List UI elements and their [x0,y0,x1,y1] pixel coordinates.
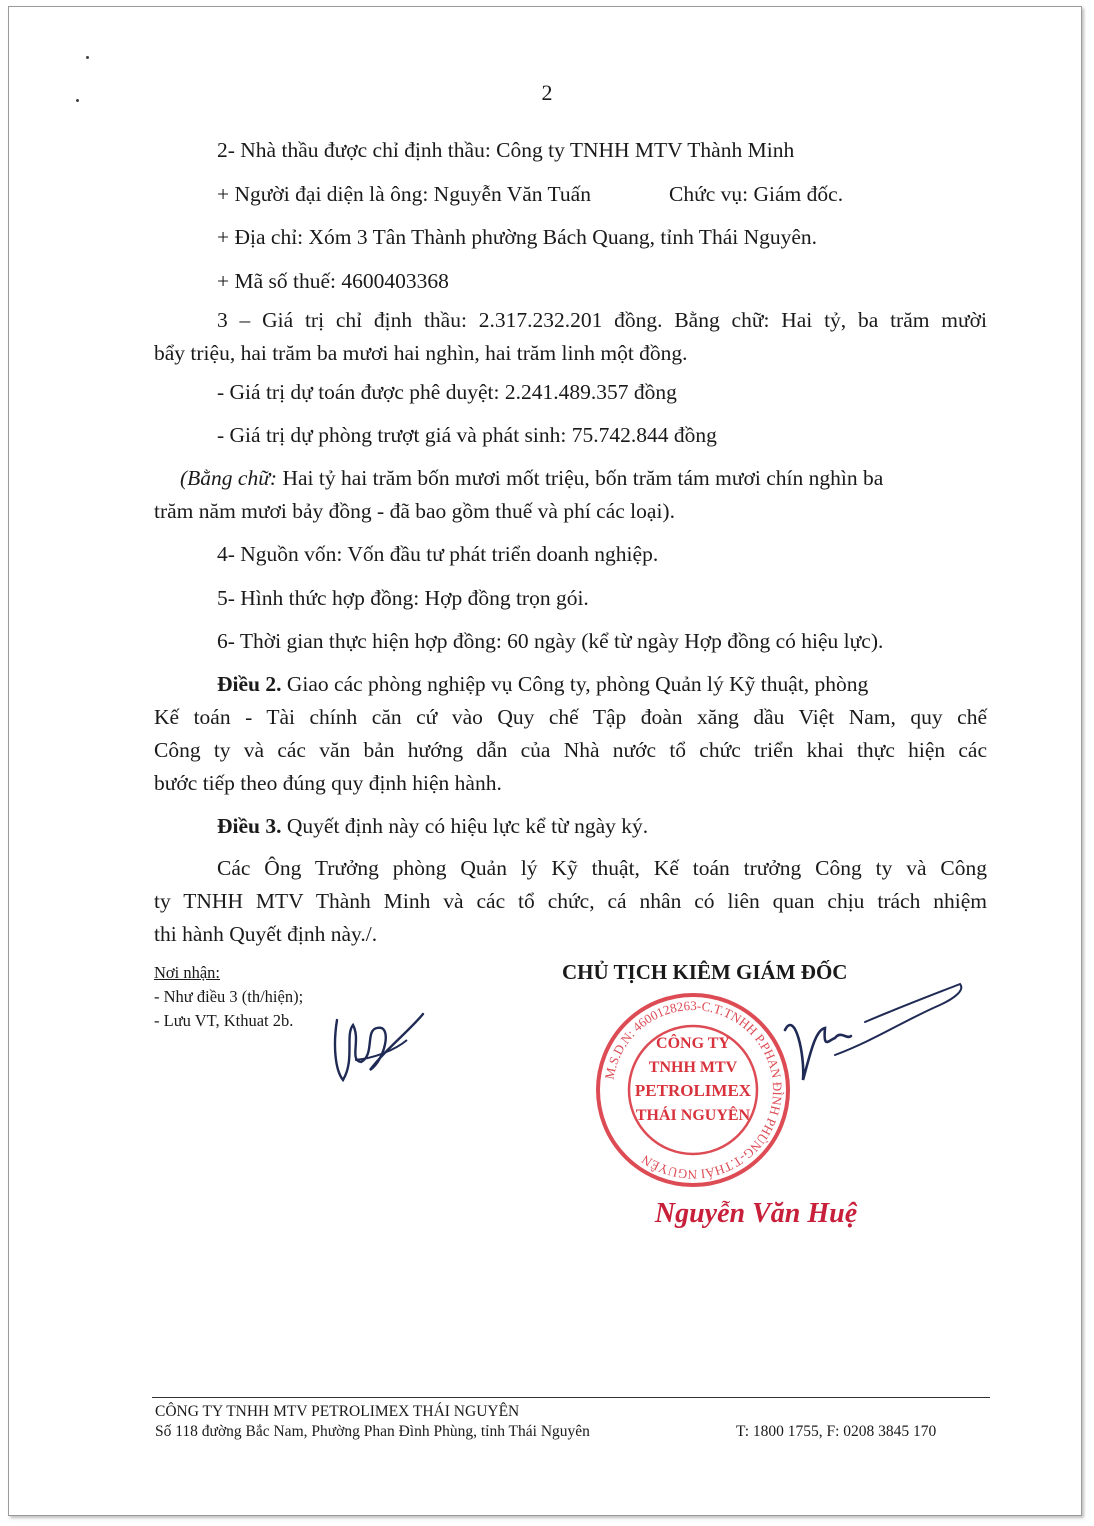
svg-text:CÔNG TY: CÔNG TY [656,1035,730,1052]
company-seal-stamp [593,990,793,1190]
footer-divider [152,1397,990,1398]
page-number: 2 [541,80,553,105]
article-3-label: Điều 3. [217,814,282,838]
article-3-text: Quyết định này có hiệu lực kể từ ngày ký. [281,814,649,838]
scan-speck [86,56,89,59]
svg-text:M.S.D.N: 4600128263-C.T.TNHH P: M.S.D.N: 4600128263-C.T.TNHH P.PHAN ĐÌNH PHÙNG-T.THÁI NGUYÊN [601,997,786,1183]
funding-line: 4- Nguồn vốn: Vốn đầu tư phát triển doanh nghiệp. [217,542,659,566]
recipient-item: - Lưu VT, Kthuat 2b. [154,1011,294,1030]
closing-line-1: Các Ông Trưởng phòng Quản lý Kỹ thuật, Kế toán trưởng Công ty và Công [217,856,987,880]
closing-line-2: ty TNHH MTV Thành Minh và các tổ chức, cá nhân có liên quan chịu trách nhiệm [154,889,987,913]
in-words-text: Hai tỷ hai trăm bốn mươi mốt triệu, bốn trăm tám mươi chín nghìn ba [277,466,884,490]
contractor-line: 2- Nhà thầu được chỉ định thầu: Công ty TNHH MTV Thành Minh [217,138,795,162]
article-2-label: Điều 2. [217,672,282,696]
recipient-item: - Như điều 3 (th/hiện); [154,987,304,1006]
address-line: + Địa chỉ: Xóm 3 Tân Thành phường Bách Quang, tỉnh Thái Nguyên. [217,225,818,249]
article-2-line-3: Công ty và các văn bản hướng dẫn của Nhà nước tổ chức triển khai thực hiện các [154,738,987,762]
contingency-line: - Giá trị dự phòng trượt giá và phát sinh: 75.742.844 đồng [217,423,717,447]
article-2-line-1 [217,671,987,697]
value-line-2: bẩy triệu, hai trăm ba mươi hai nghìn, hai trăm linh một đồng. [154,341,688,365]
closing-line-3: thi hành Quyết định này./. [154,922,378,946]
svg-text:THÁI NGUYÊN: THÁI NGUYÊN [635,1107,751,1124]
amount-in-words-line-1 [180,465,883,491]
representative-line: + Người đại diện là ông: Nguyễn Văn Tuấn [217,182,591,206]
duration-line: 6- Thời gian thực hiện hợp đồng: 60 ngày (kể từ ngày Hợp đồng có hiệu lực). [217,629,884,653]
svg-text:TNHH MTV: TNHH MTV [648,1059,738,1076]
initials-signature [315,1000,435,1090]
article-3-line [217,813,648,839]
representative-title: Chức vụ: Giám đốc. [669,182,844,206]
article-2-line-2: Kế toán - Tài chính căn cứ vào Quy chế Tập đoàn xăng dầu Việt Nam, quy chế [154,705,987,729]
svg-text:Nguyễn Văn Huệ: Nguyễn Văn Huệ [654,1198,858,1229]
footer-address: Số 118 đường Bắc Nam, Phường Phan Đình Phùng, tỉnh Thái Nguyên [155,1423,590,1440]
value-line-1: 3 – Giá trị chỉ định thầu: 2.317.232.201 đồng. Bằng chữ: Hai tỷ, ba trăm mười [217,308,987,332]
contract-form-line: 5- Hình thức hợp đồng: Hợp đồng trọn gói. [217,586,589,610]
recipients-title: Nơi nhận: [154,963,221,982]
svg-text:PETROLIMEX: PETROLIMEX [634,1081,752,1100]
signer-name [626,1188,886,1238]
estimate-line: - Giá trị dự toán được phê duyệt: 2.241.489.357 đồng [217,380,677,404]
amount-in-words-line-2: trăm năm mươi bảy đồng - đã bao gồm thuế và phí các loại). [154,499,675,523]
in-words-label: (Bằng chữ: [180,466,278,490]
footer-contact: T: 1800 1755, F: 0208 3845 170 [736,1423,937,1440]
signature-title: CHỦ TỊCH KIÊM GIÁM ĐỐC [562,960,848,984]
article-2-line-4: bước tiếp theo đúng quy định hiện hành. [154,771,502,795]
footer-company: CÔNG TY TNHH MTV PETROLIMEX THÁI NGUYÊN [155,1403,520,1420]
article-2-text: Giao các phòng nghiệp vụ Công ty, phòng Quản lý Kỹ thuật, phòng [281,672,869,696]
tax-code-line: + Mã số thuế: 4600403368 [217,269,449,293]
